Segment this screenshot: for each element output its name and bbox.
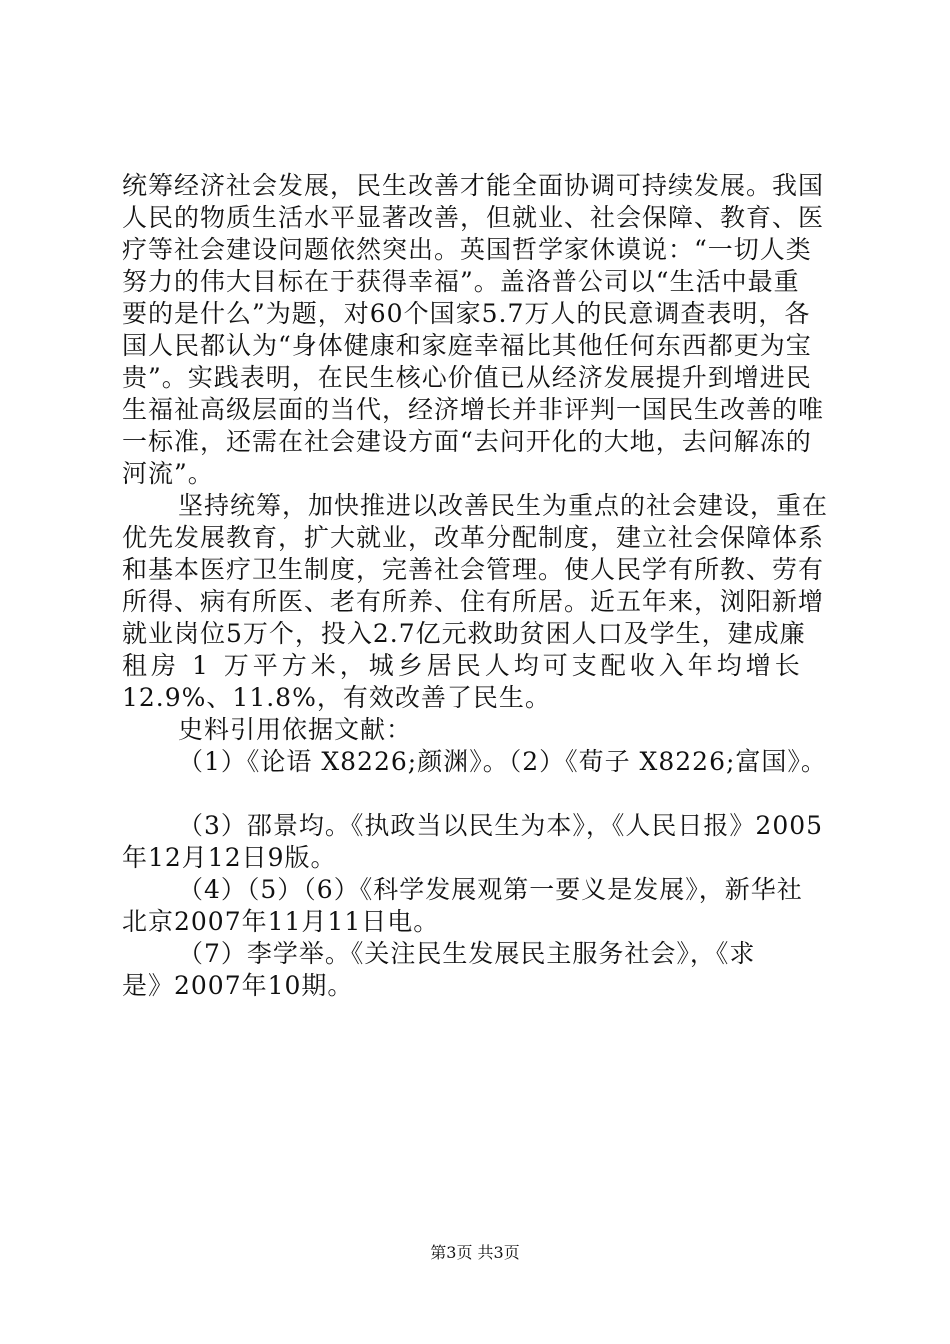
paragraph-line: 生福祉高级层面的当代，经济增长并非评判一国民生改善的唯 bbox=[122, 395, 825, 424]
reference-line: （4）（5）（6）《科学发展观第一要义是发展》，新华社 bbox=[178, 875, 803, 904]
paragraph-line: 优先发展教育，扩大就业，改革分配制度，建立社会保障体系 bbox=[122, 523, 825, 552]
paragraph-line: 河流”。 bbox=[122, 459, 214, 488]
paragraph-line: 和基本医疗卫生制度，完善社会管理。使人民学有所教、劳有 bbox=[122, 555, 825, 584]
reference-line: （3）邵景均。《执政当以民生为本》，《人民日报》2005 bbox=[178, 811, 824, 840]
paragraph-line: 要的是什么”为题，对60个国家5.7万人的民意调查表明，各 bbox=[122, 299, 811, 328]
paragraph-line: 人民的物质生活水平显著改善，但就业、社会保障、教育、医 bbox=[122, 203, 825, 232]
reference-line: （7）李学举。《关注民生发展民主服务社会》，《求 bbox=[178, 939, 756, 968]
reference-line: 年12月12日9版。 bbox=[122, 843, 337, 872]
page-number-footer: 第3页 共3页 bbox=[430, 1243, 520, 1262]
references-heading: 史料引用依据文献： bbox=[178, 715, 413, 744]
paragraph-line: 贵”。实践表明，在民生核心价值已从经济发展提升到增进民 bbox=[122, 363, 812, 392]
paragraph-line: 所得、病有所医、老有所养、住有所居。近五年来，浏阳新增 bbox=[122, 587, 825, 616]
paragraph-line: 统筹经济社会发展，民生改善才能全面协调可持续发展。我国 bbox=[122, 171, 825, 200]
paragraph-line: 一标准，还需在社会建设方面“去问开化的大地，去问解冻的 bbox=[122, 427, 812, 456]
paragraph-line: 租房 1 万平方米，城乡居民人均可支配收入年均增长 bbox=[122, 651, 804, 680]
reference-line: 是》2007年10期。 bbox=[122, 971, 354, 1000]
paragraph-line: 疗等社会建设问题依然突出。英国哲学家休谟说：“一切人类 bbox=[122, 235, 812, 264]
paragraph-line: 国人民都认为“身体健康和家庭幸福比其他任何东西都更为宝 bbox=[122, 331, 812, 360]
reference-line: （1）《论语 X8226;颜渊》。（2）《荀子 X8226;富国》。 bbox=[178, 747, 827, 776]
spacer bbox=[122, 778, 830, 810]
paragraph-line: 坚持统筹，加快推进以改善民生为重点的社会建设，重在 bbox=[178, 491, 829, 520]
paragraph-line: 努力的伟大目标在于获得幸福”。盖洛普公司以“生活中最重 bbox=[122, 267, 800, 296]
paragraph-line: 12.9%、11.8%，有效改善了民生。 bbox=[122, 683, 551, 712]
reference-line: 北京2007年11月11日电。 bbox=[122, 907, 440, 936]
paragraph-line: 就业岗位5万个，投入2.7亿元救助贫困人口及学生，建成廉 bbox=[122, 619, 806, 648]
document-body bbox=[122, 170, 830, 1002]
